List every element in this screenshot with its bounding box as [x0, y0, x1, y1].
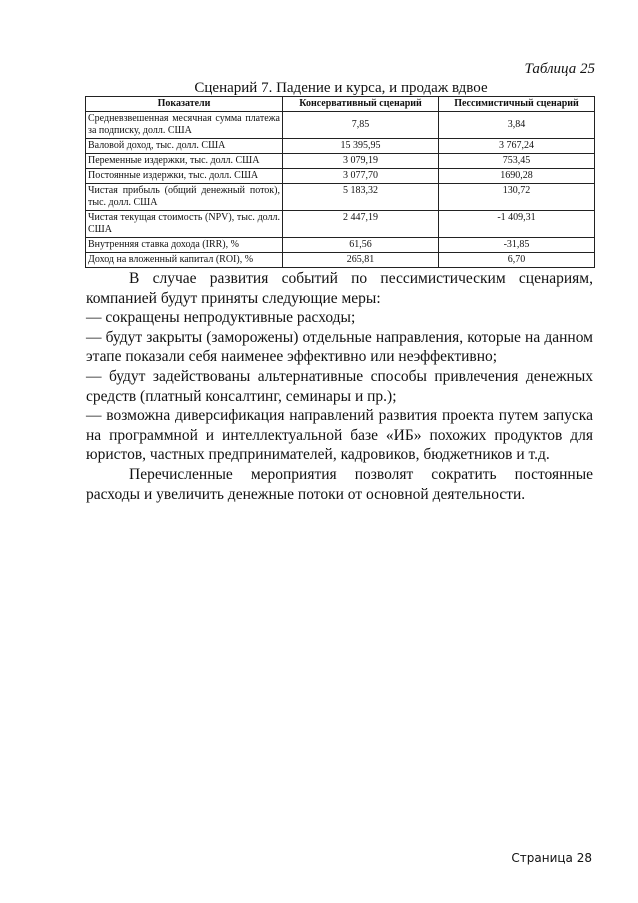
table-number: Таблица 25 — [524, 61, 595, 77]
paragraph: В случае развития событий по пессимистическим сценариям, компанией будут приняты следующие меры: — [86, 270, 593, 307]
list-item: — будут задействованы альтернативные способы привлечения денежных средств (платный консалтинг, семинары и пр.); — [86, 367, 593, 405]
table-row — [86, 112, 595, 139]
column-header: Консервативный сценарий — [283, 97, 439, 112]
conservative-value: 3 077,70 — [283, 169, 439, 184]
list-item: — сокращены непродуктивные расходы; — [86, 309, 356, 327]
table-row — [86, 253, 595, 268]
table-row — [86, 238, 595, 253]
row-label: Валовой доход, тыс. долл. США — [86, 139, 283, 154]
paragraph: Перечисленные мероприятия позволят сократить постоянные расходы и увеличить денежные потоки от основной деятельности. — [86, 465, 593, 503]
pessimistic-value: 1690,28 — [439, 169, 595, 184]
pessimistic-value: -31,85 — [439, 238, 595, 253]
row-label: Доход на вложенный капитал (ROI), % — [86, 253, 283, 268]
pessimistic-value: -1 409,31 — [439, 211, 595, 238]
row-label: Чистая текущая стоимость (NPV), тыс. долл. США — [86, 211, 283, 238]
conservative-value: 265,81 — [283, 253, 439, 268]
table-header-row — [86, 97, 595, 112]
row-label: Постоянные издержки, тыс. долл. США — [86, 169, 283, 184]
column-header: Пессимистичный сценарий — [439, 97, 595, 112]
table-title: Сценарий 7. Падение и курса, и продаж вдвое — [194, 80, 488, 96]
page-number: Страница 28 — [511, 851, 592, 865]
pessimistic-value: 753,45 — [439, 154, 595, 169]
list-item: — будут закрыты (заморожены) отдельные направления, которые на данном этапе показали себя наименее эффективно или неэффективно; — [86, 328, 593, 366]
conservative-value: 61,56 — [283, 238, 439, 253]
row-label: Чистая прибыль (общий денежный поток), тыс. долл. США — [86, 184, 283, 211]
pessimistic-value: 3 767,24 — [439, 139, 595, 154]
table-row — [86, 169, 595, 184]
table-row — [86, 211, 595, 238]
list-item: — возможна диверсификация направлений развития проекта путем запуска на программной и интеллектуальной базе «ИБ» похожих продуктов для юристов, частных предпринимателей, кадровиков, бюджетников и т.д. — [86, 407, 593, 464]
conservative-value: 15 395,95 — [283, 139, 439, 154]
row-label: Средневзвешенная месячная сумма платежа за подписку, долл. США — [86, 112, 283, 139]
conservative-value: 5 183,32 — [283, 184, 439, 211]
pessimistic-value: 3,84 — [439, 112, 595, 139]
table-row — [86, 154, 595, 169]
conservative-value: 3 079,19 — [283, 154, 439, 169]
table-row — [86, 184, 595, 211]
table-row — [86, 139, 595, 154]
pessimistic-value: 6,70 — [439, 253, 595, 268]
conservative-value: 2 447,19 — [283, 211, 439, 238]
column-header: Показатели — [86, 97, 283, 112]
scenario-table — [85, 96, 595, 268]
body-text — [86, 269, 593, 504]
row-label: Переменные издержки, тыс. долл. США — [86, 154, 283, 169]
row-label: Внутренняя ставка дохода (IRR), % — [86, 238, 283, 253]
conservative-value: 7,85 — [283, 112, 439, 139]
pessimistic-value: 130,72 — [439, 184, 595, 211]
